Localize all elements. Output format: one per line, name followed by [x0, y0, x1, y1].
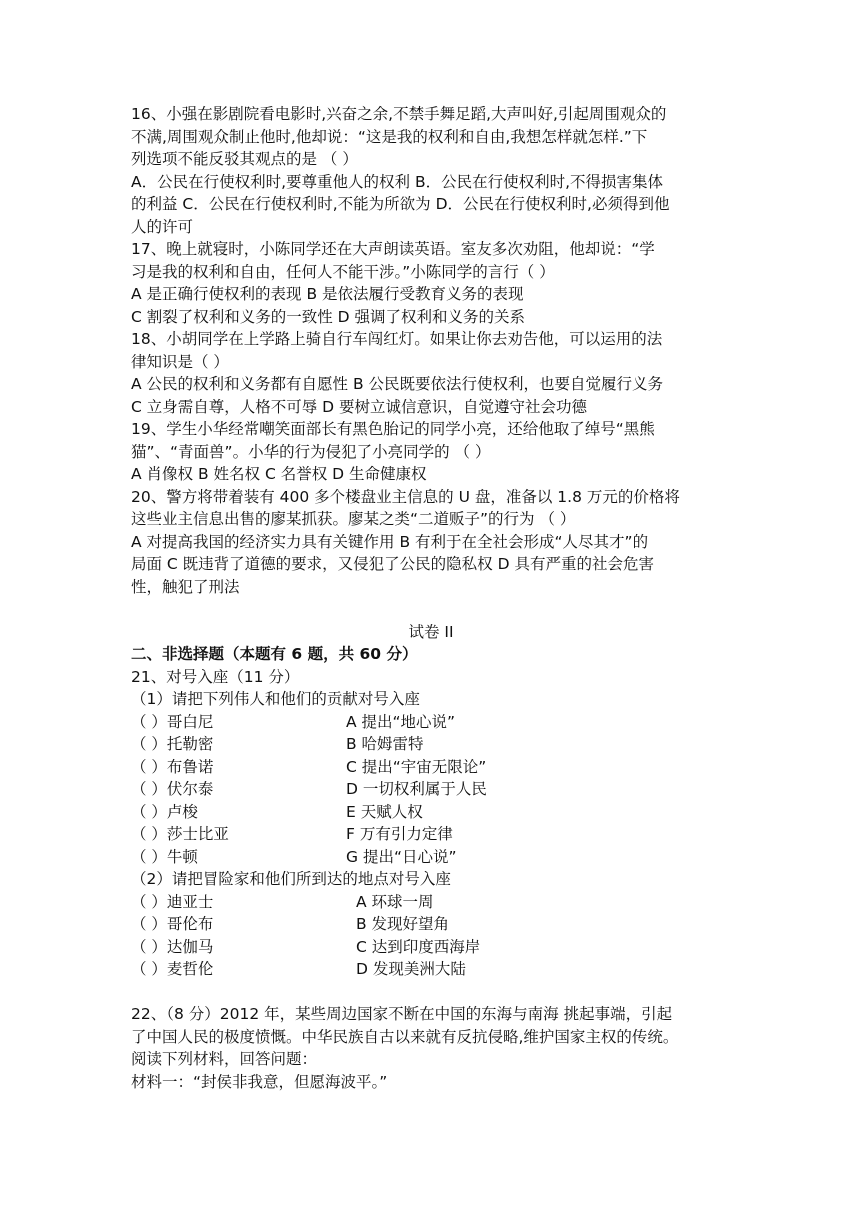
option-line: A 对提高我国的经济实力具有关键作用 B 有利于在全社会形成“人尽其才”的 — [131, 532, 649, 551]
match-left: （ ）伏尔泰 — [131, 780, 214, 798]
match-right: D 发现美洲大陆 — [356, 960, 466, 978]
match-right: B 哈姆雷特 — [346, 735, 424, 753]
option-line: 局面 C 既违背了道德的要求，又侵犯了公民的隐私权 D 具有严重的社会危害 — [131, 555, 654, 573]
option-line: C 割裂了权利和义务的一致性 D 强调了权利和义务的关系 — [131, 307, 526, 326]
match-left: （ ）布鲁诺 — [131, 757, 214, 776]
option-line: A 是正确行使权利的表现 B 是依法履行受教育义务的表现 — [131, 285, 524, 303]
exam-page — [131, 103, 731, 1093]
option-line: 的利益 C．公民在行使权利时,不能为所欲为 D．公民在行使权利时,必须得到他 — [131, 195, 670, 213]
match-row — [131, 756, 731, 779]
question-21 — [131, 666, 731, 981]
match-right: B 发现好望角 — [356, 915, 450, 933]
match-row — [131, 801, 731, 824]
material-line: 材料一：“封侯非我意，但愿海波平。” — [131, 1072, 388, 1091]
match-left: （ ）托勒密 — [131, 735, 214, 753]
option-line: C 立身需自尊，人格不可辱 D 要树立诚信意识，自觉遵守社会功德 — [131, 397, 588, 416]
part-2-title: （2）请把冒险家和他们所到达的地点对号入座 — [131, 870, 451, 888]
question-22 — [131, 1003, 731, 1093]
question-line: 17、晚上就寝时，小陈同学还在大声朗读英语。室友多次劝阻，他却说：“学 — [131, 240, 655, 258]
match-row — [131, 958, 731, 981]
match-row — [131, 936, 731, 959]
match-right: A 环球一周 — [356, 892, 434, 911]
question-19 — [131, 418, 731, 486]
section-2-heading: 二、非选择题（本题有 6 题，共 60 分） — [131, 645, 418, 663]
match-row — [131, 846, 731, 869]
match-row — [131, 711, 731, 734]
question-line: 18、小胡同学在上学路上骑自行车闯红灯。如果让你去劝告他，可以运用的法 — [131, 330, 663, 348]
match-left: （ ）卢梭 — [131, 802, 198, 821]
question-line: 律知识是（ ） — [131, 352, 229, 371]
option-line: A 肖像权 B 姓名权 C 名誉权 D 生命健康权 — [131, 465, 427, 483]
question-line: 猫”、“青面兽”。小华的行为侵犯了小亮同学的 （ ） — [131, 442, 491, 461]
question-title: 21、对号入座（11 分） — [131, 667, 300, 686]
option-line: A 公民的权利和义务都有自愿性 B 公民既要依法行使权利，也要自觉履行义务 — [131, 375, 664, 393]
match-left: （ ）牛顿 — [131, 847, 198, 866]
match-left: （ ）莎士比亚 — [131, 825, 229, 843]
match-row — [131, 733, 731, 756]
question-line: 19、学生小华经常嘲笑面部长有黑色胎记的同学小亮，还给他取了绰号“黑熊 — [131, 420, 655, 438]
question-line: 这些业主信息出售的廖某抓获。廖某之类“二道贩子”的行为 （ ） — [131, 510, 576, 528]
match-right: C 达到印度西海岸 — [356, 937, 481, 956]
match-right: E 天赋人权 — [346, 802, 423, 821]
question-17 — [131, 238, 731, 328]
match-right: D 一切权利属于人民 — [346, 780, 487, 798]
question-line: 16、小强在影剧院看电影时,兴奋之余,不禁手舞足蹈,大声叫好,引起周围观众的 — [131, 105, 667, 123]
match-row — [131, 778, 731, 801]
question-20 — [131, 486, 731, 599]
match-right: A 提出“地心说” — [346, 712, 456, 731]
option-line: 人的许可 — [131, 217, 194, 236]
match-left: （ ）哥伦布 — [131, 915, 214, 933]
match-row — [131, 913, 731, 936]
question-line: 习是我的权利和自由，任何人不能干涉。”小陈同学的言行（ ） — [131, 262, 555, 281]
match-left: （ ）麦哲伦 — [131, 960, 214, 978]
match-left: （ ）迪亚士 — [131, 892, 214, 911]
match-left: （ ）哥白尼 — [131, 712, 214, 731]
question-line: 20、警方将带着装有 400 多个楼盘业主信息的 U 盘，准备以 1.8 万元的价格将 — [131, 487, 680, 506]
match-right: F 万有引力定律 — [346, 825, 453, 843]
question-16 — [131, 103, 731, 238]
question-line: 了中国人民的极度愤慨。中华民族自古以来就有反抗侵略,维护国家主权的传统。 — [131, 1027, 679, 1046]
question-line: 22、（8 分）2012 年，某些周边国家不断在中国的东海与南海 挑起事端，引起 — [131, 1005, 673, 1023]
question-line: 阅读下列材料，回答问题： — [131, 1050, 318, 1068]
match-row — [131, 891, 731, 914]
question-line: 列选项不能反驳其观点的是 （ ） — [131, 150, 358, 168]
match-right: C 提出“宇宙无限论” — [346, 757, 487, 776]
option-line: 性，触犯了刑法 — [131, 577, 240, 596]
match-left: （ ）达伽马 — [131, 937, 214, 956]
part-1-title: （1）请把下列伟人和他们的贡献对号入座 — [131, 690, 420, 708]
match-row — [131, 823, 731, 846]
question-line: 不满,周围观众制止他时,他却说：“这是我的权利和自由,我想怎样就怎样.”下 — [131, 127, 648, 146]
option-line: A．公民在行使权利时,要尊重他人的权利 B．公民在行使权利时,不得损害集体 — [131, 172, 664, 191]
question-18 — [131, 328, 731, 418]
paper-2-title: 试卷 II — [408, 622, 454, 641]
match-right: G 提出“日心说” — [346, 847, 457, 866]
